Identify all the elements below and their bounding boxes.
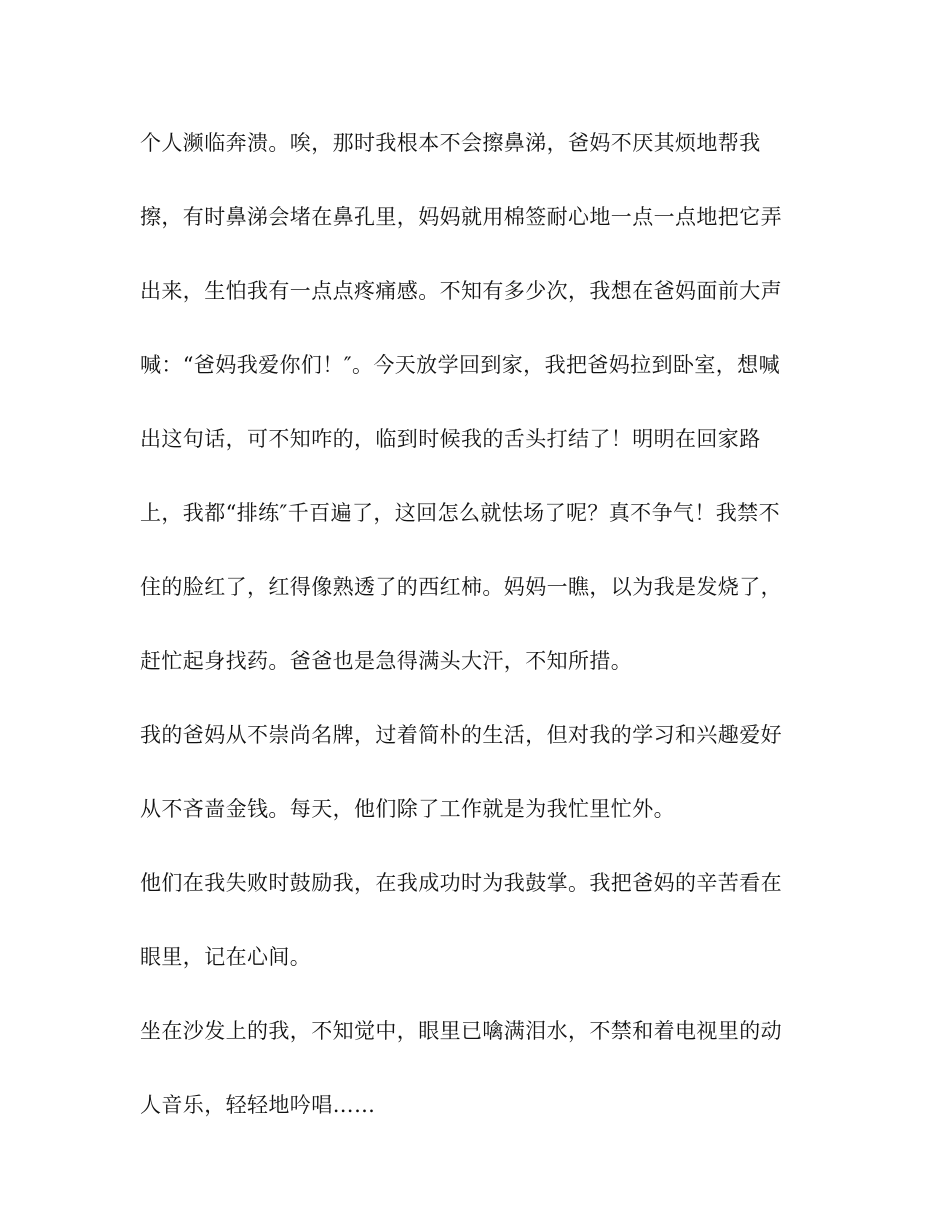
text-line: 他们在我失败时鼓励我，在我成功时为我鼓掌。我把爸妈的辛苦看在 <box>140 871 782 895</box>
text-line: 赶忙起身找药。爸爸也是急得满头大汗，不知所措。 <box>140 649 633 673</box>
text-line: 擦，有时鼻涕会堵在鼻孔里，妈妈就用棉签耐心地一点一点地把它弄 <box>140 205 782 229</box>
text-line: 坐在沙发上的我，不知觉中，眼里已噙满泪水，不禁和着电视里的动 <box>140 1019 782 1043</box>
text-line: 出来，生怕我有一点点疼痛感。不知有多少次，我想在爸妈面前大声 <box>140 279 782 303</box>
text-line: 上，我都“排练″千百遍了，这回怎么就怯场了呢？真不争气！我禁不 <box>140 501 780 525</box>
text-line: 住的脸红了，红得像熟透了的西红柿。妈妈一瞧，以为我是发烧了， <box>140 575 782 599</box>
text-line: 眼里，记在心间。 <box>140 945 312 969</box>
text-line: 出这句话，可不知咋的，临到时候我的舌头打结了！明明在回家路 <box>140 427 761 451</box>
text-line: 喊：“爸妈我爱你们！″。今天放学回到家，我把爸妈拉到卧室，想喊 <box>140 353 780 377</box>
text-line: 人音乐，轻轻地吟唱…… <box>140 1093 376 1117</box>
text-line: 我的爸妈从不崇尚名牌，过着简朴的生活，但对我的学习和兴趣爱好 <box>140 723 782 747</box>
text-line: 从不吝啬金钱。每天，他们除了工作就是为我忙里忙外。 <box>140 797 675 821</box>
text-line: 个人濒临奔溃。唉，那时我根本不会擦鼻涕，爸妈不厌其烦地帮我 <box>140 131 761 155</box>
document-body <box>140 123 810 1159</box>
